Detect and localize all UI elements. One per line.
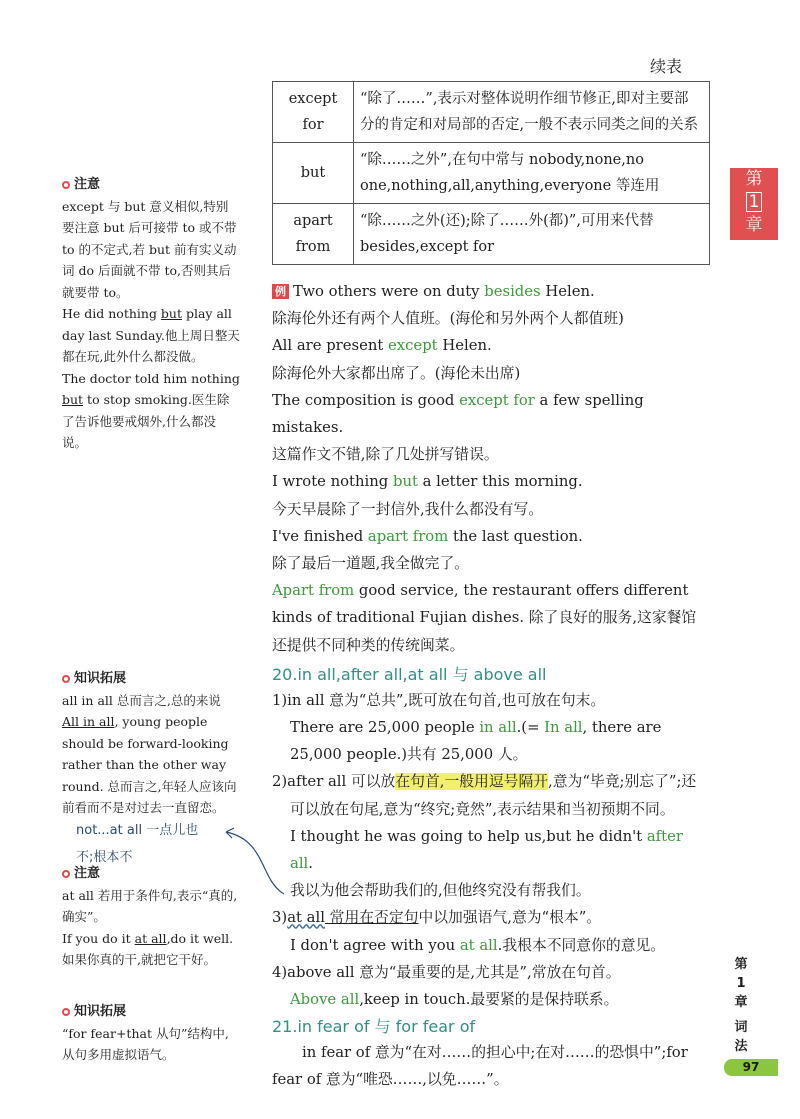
point-2-translation: 我以为他会帮助我们的,但他终究没有帮我们。	[290, 882, 591, 900]
example-sentence: All are present except Helen.	[272, 337, 492, 355]
extension-heading: 知识拓展	[74, 1004, 127, 1019]
point-4-example: Above all,keep in touch.最要紧的是保持联系。	[290, 991, 619, 1009]
chapter-tab-top: 第	[745, 169, 763, 189]
example-sentence: Apart from good service, the restaurant offers different kinds of traditional Fujian dishes. 除了良好的服务,这家餐馆还提供不同种类的传统闽菜。	[272, 582, 697, 654]
point-4: 4)above all 意为“最重要的是,尤其是”,常放在句首。	[272, 963, 621, 981]
note-box-1	[62, 174, 240, 454]
bullet-icon	[62, 1008, 70, 1016]
page-number: 97	[724, 1059, 778, 1076]
table-row	[273, 82, 710, 143]
continued-label: 续表	[650, 57, 683, 76]
bullet-icon	[62, 675, 70, 683]
table-desc-cell: “除了……”,表示对整体说明作细节修正,即对主要部分的肯定和对局部的否定,一般不表示同类之间的关系	[354, 82, 710, 143]
extension-text: “for fear+that 从句”结构中,从句多用虚拟语气。	[62, 1025, 229, 1062]
extension-box-2	[62, 1001, 240, 1066]
table-row	[273, 204, 710, 265]
example-sentence: The composition is good except for a few spelling mistakes.	[272, 391, 644, 437]
chapter-tab	[730, 168, 778, 240]
table-row	[273, 143, 710, 204]
extension-box-1	[62, 668, 240, 819]
extension-heading: 知识拓展	[74, 671, 127, 686]
highlighted-text: 在句首,一般用逗号隔开	[395, 773, 549, 791]
note-text: except 与 but 意义相似,特别要注意 but 后可接带 to 或不带 to 的不定式,若 but 前有实义动词 do 后面就不带 to,否则其后就要带 to。	[62, 198, 237, 300]
note-heading: 注意	[74, 177, 101, 192]
point-1: 1)in all 意为“总共”,既可放在句首,也可放在句末。	[272, 691, 606, 709]
example-translation: 这篇作文不错,除了几处拼写错误。	[272, 446, 499, 464]
bullet-icon	[62, 870, 70, 878]
chapter-tab-number: 1	[746, 192, 763, 212]
example-translation: 除了最后一道题,我全做完了。	[272, 555, 470, 573]
section-heading-20: 20.in all,after all,at all 与 above all	[272, 664, 547, 684]
example-translation: 今天早晨除了一封信外,我什么都没有写。	[272, 500, 544, 518]
note-heading: 注意	[74, 866, 101, 881]
point-2-example: I thought he was going to help us,but he didn't after all.	[290, 827, 683, 873]
point-3-example: I don't agree with you at all.我根本不同意你的意见。	[290, 936, 666, 954]
example-sentence: 例 Two others were on duty besides Helen.	[272, 278, 710, 305]
bullet-icon	[62, 181, 70, 189]
extension-line: all in all 总而言之,总的来说	[62, 692, 221, 708]
note-example: The doctor told him nothing but to stop smoking.医生除了告诉他要戒烟外,什么都没说。	[62, 370, 240, 450]
table-word-cell: apart from	[273, 204, 354, 265]
point-1-example: There are 25,000 people in all.(= In all, there are 25,000 people.)共有 25,000 人。	[290, 719, 662, 764]
example-translation: 除海伦外还有两个人值班。(海伦和另外两个人都值班)	[272, 310, 624, 328]
point-5: in fear of 意为“在对……的担心中;在对……的恐惧中”;for fear of 意为“唯恐……,以免……”。	[272, 1044, 688, 1089]
chapter-tab-bottom: 章	[745, 215, 763, 235]
handwritten-note-line2: 不;根本不	[76, 850, 133, 865]
note-text: at all 若用于条件句,表示“真的,确实”。	[62, 887, 238, 924]
table-desc-cell: “除……之外(还);除了……外(都)”,可用来代替 besides,except for	[354, 204, 710, 265]
table-word-cell: but	[273, 143, 354, 204]
point-2: 2)after all 可以放在句首,一般用逗号隔开,意为“毕竟;别忘了”;还可以放在句尾,意为“终究;竟然”,表示结果和当初预期不同。	[272, 773, 697, 818]
example-sentence: I wrote nothing but a letter this morning.	[272, 473, 583, 491]
note-example: He did nothing but play all day last Sunday.他上周日整天都在玩,此外什么都没做。	[62, 306, 240, 364]
chapter-side-label: 第 1 章 词 法	[734, 957, 748, 1054]
table-desc-cell: “除……之外”,在句中常与 nobody,none,no one,nothing,all,anything,everyone 等连用	[354, 143, 710, 204]
note-box-2	[62, 863, 240, 971]
section-heading-21: 21.in fear of 与 for fear of	[272, 1017, 476, 1037]
handwritten-note-line1: not...at all 一点儿也	[76, 823, 199, 838]
point-3: 3)at all 常用在否定句中以加强语气,意为“根本”。	[272, 909, 602, 927]
example-translation: 除海伦外大家都出席了。(海伦未出席)	[272, 364, 521, 382]
example-icon: 例	[272, 284, 289, 299]
note-example: If you do it at all,do it well. 如果你真的干,就把它干好。	[62, 930, 234, 967]
main-content	[272, 278, 710, 1094]
comparison-table	[272, 81, 710, 265]
extension-example: All in all, young people should be forward-looking rather than the other way round. 总而言之,年轻人应该向前看而不是对过去一直留恋。	[62, 714, 237, 815]
table-word-cell: except for	[273, 82, 354, 143]
example-sentence: I've finished apart from the last question.	[272, 527, 583, 545]
